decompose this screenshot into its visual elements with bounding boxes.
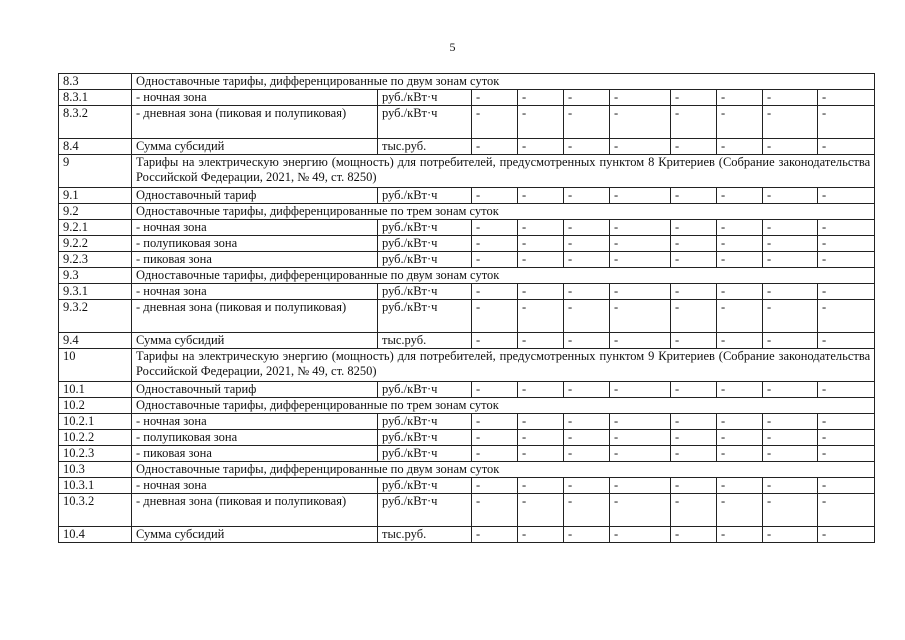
row-value: - [763,252,818,268]
row-value: - [610,90,671,106]
row-value: - [763,90,818,106]
row-number: 8.3 [59,74,132,90]
row-number: 8.3.2 [59,106,132,139]
row-number: 9.2.3 [59,252,132,268]
row-name: - дневная зона (пиковая и полупиковая) [132,300,378,333]
row-value: - [671,478,717,494]
row-value: - [763,333,818,349]
row-name: - ночная зона [132,90,378,106]
table-row [59,430,875,446]
row-value: - [564,90,610,106]
row-value: - [717,139,763,155]
row-number: 9.1 [59,188,132,204]
table-row [59,446,875,462]
row-value: - [818,494,875,527]
row-number: 10.2.2 [59,430,132,446]
row-value: - [717,478,763,494]
row-value: - [717,494,763,527]
group-header-row [59,74,875,90]
row-value: - [818,333,875,349]
table-row [59,494,875,527]
row-number: 10 [59,349,132,382]
row-value: - [472,414,518,430]
row-value: - [671,284,717,300]
table-row [59,300,875,333]
row-value: - [518,527,564,543]
row-value: - [472,139,518,155]
row-value: - [717,106,763,139]
table-row [59,478,875,494]
row-value: - [763,414,818,430]
row-value: - [564,446,610,462]
row-value: - [472,106,518,139]
row-name: - ночная зона [132,414,378,430]
row-value: - [671,90,717,106]
row-value: - [717,414,763,430]
row-number: 10.2 [59,398,132,414]
row-value: - [564,430,610,446]
row-value: - [564,494,610,527]
row-number: 8.3.1 [59,90,132,106]
row-value: - [472,333,518,349]
table-row [59,382,875,398]
tariff-table [58,73,875,543]
row-name: - пиковая зона [132,446,378,462]
row-unit: руб./кВт·ч [378,478,472,494]
row-value: - [717,284,763,300]
row-value: - [763,527,818,543]
row-value: - [818,252,875,268]
row-number: 9 [59,155,132,188]
row-unit: руб./кВт·ч [378,430,472,446]
page-number: 5 [449,40,456,54]
row-number: 9.3 [59,268,132,284]
row-name: - полупиковая зона [132,430,378,446]
group-title: Одноставочные тарифы, дифференцированные по двум зонам суток [132,268,875,284]
group-header-row [59,398,875,414]
row-value: - [717,220,763,236]
row-value: - [818,284,875,300]
section-title: Тарифы на электрическую энергию (мощность) для потребителей, предусмотренных пунктом 8 Критериев (Собрание законодательства Российской Федерации, 2021, № 49, ст. 8250) [132,155,875,188]
row-value: - [763,139,818,155]
row-value: - [818,139,875,155]
row-value: - [763,478,818,494]
row-name: - ночная зона [132,478,378,494]
row-value: - [671,446,717,462]
row-value: - [472,527,518,543]
row-value: - [717,527,763,543]
row-value: - [564,252,610,268]
row-value: - [818,220,875,236]
row-number: 9.2 [59,204,132,220]
row-unit: руб./кВт·ч [378,300,472,333]
row-value: - [518,252,564,268]
row-value: - [671,300,717,333]
group-header-row [59,204,875,220]
row-value: - [518,478,564,494]
row-value: - [671,220,717,236]
row-value: - [818,106,875,139]
row-value: - [518,106,564,139]
row-value: - [518,220,564,236]
table-row [59,139,875,155]
row-value: - [818,478,875,494]
group-title: Одноставочные тарифы, дифференцированные по трем зонам суток [132,398,875,414]
row-name: - полупиковая зона [132,236,378,252]
row-value: - [472,446,518,462]
row-name: - дневная зона (пиковая и полупиковая) [132,106,378,139]
table-row [59,236,875,252]
row-value: - [564,106,610,139]
row-value: - [518,446,564,462]
row-unit: тыс.руб. [378,139,472,155]
row-value: - [671,527,717,543]
row-value: - [763,300,818,333]
row-unit: руб./кВт·ч [378,382,472,398]
row-value: - [717,430,763,446]
row-value: - [671,188,717,204]
row-value: - [564,188,610,204]
row-value: - [472,188,518,204]
table-row [59,414,875,430]
row-name: Сумма субсидий [132,333,378,349]
row-name: - дневная зона (пиковая и полупиковая) [132,494,378,527]
row-value: - [717,188,763,204]
table-row [59,106,875,139]
row-value: - [518,284,564,300]
row-value: - [472,382,518,398]
row-number: 10.2.3 [59,446,132,462]
row-value: - [518,300,564,333]
row-value: - [564,478,610,494]
row-unit: руб./кВт·ч [378,90,472,106]
row-value: - [671,236,717,252]
row-value: - [717,236,763,252]
row-value: - [564,284,610,300]
row-value: - [472,236,518,252]
row-value: - [818,446,875,462]
row-value: - [763,220,818,236]
row-value: - [818,527,875,543]
row-unit: руб./кВт·ч [378,446,472,462]
table-row [59,220,875,236]
row-value: - [518,414,564,430]
row-value: - [610,220,671,236]
row-unit: руб./кВт·ч [378,236,472,252]
row-value: - [564,414,610,430]
row-value: - [472,284,518,300]
row-number: 10.4 [59,527,132,543]
row-value: - [518,382,564,398]
row-value: - [472,300,518,333]
row-value: - [717,90,763,106]
row-value: - [610,188,671,204]
row-value: - [818,414,875,430]
row-name: - ночная зона [132,220,378,236]
row-value: - [472,494,518,527]
row-unit: руб./кВт·ч [378,284,472,300]
row-number: 9.3.1 [59,284,132,300]
row-number: 10.1 [59,382,132,398]
group-header-row [59,462,875,478]
row-value: - [610,300,671,333]
row-value: - [763,236,818,252]
row-value: - [610,106,671,139]
row-value: - [564,527,610,543]
row-name: Одноставочный тариф [132,382,378,398]
row-value: - [610,527,671,543]
row-number: 9.4 [59,333,132,349]
row-value: - [610,382,671,398]
table-row [59,90,875,106]
row-value: - [518,139,564,155]
row-value: - [763,430,818,446]
row-value: - [671,494,717,527]
row-value: - [610,236,671,252]
row-value: - [518,494,564,527]
group-title: Одноставочные тарифы, дифференцированные по трем зонам суток [132,204,875,220]
row-value: - [763,446,818,462]
row-value: - [472,478,518,494]
row-value: - [518,236,564,252]
row-value: - [671,106,717,139]
row-value: - [564,382,610,398]
row-unit: тыс.руб. [378,527,472,543]
row-value: - [472,430,518,446]
row-value: - [763,106,818,139]
row-value: - [818,300,875,333]
table-row [59,252,875,268]
row-name: - пиковая зона [132,252,378,268]
row-value: - [717,446,763,462]
row-value: - [610,333,671,349]
row-value: - [818,90,875,106]
row-value: - [763,284,818,300]
row-value: - [518,90,564,106]
row-value: - [671,414,717,430]
row-value: - [564,139,610,155]
section-row [59,349,875,382]
row-unit: руб./кВт·ч [378,220,472,236]
row-number: 9.2.1 [59,220,132,236]
row-unit: руб./кВт·ч [378,252,472,268]
table-row [59,188,875,204]
row-value: - [518,430,564,446]
row-value: - [610,252,671,268]
row-unit: руб./кВт·ч [378,106,472,139]
row-value: - [610,139,671,155]
row-number: 9.3.2 [59,300,132,333]
row-value: - [671,252,717,268]
row-value: - [763,188,818,204]
row-value: - [610,494,671,527]
row-number: 10.3 [59,462,132,478]
row-unit: руб./кВт·ч [378,188,472,204]
row-value: - [763,382,818,398]
row-value: - [610,478,671,494]
row-value: - [717,300,763,333]
table-row [59,333,875,349]
group-title: Одноставочные тарифы, дифференцированные по двум зонам суток [132,462,875,478]
row-number: 10.3.2 [59,494,132,527]
row-name: Одноставочный тариф [132,188,378,204]
row-value: - [671,382,717,398]
row-number: 10.3.1 [59,478,132,494]
row-number: 10.2.1 [59,414,132,430]
row-name: Сумма субсидий [132,139,378,155]
row-value: - [671,430,717,446]
row-value: - [763,494,818,527]
row-value: - [818,430,875,446]
row-name: Сумма субсидий [132,527,378,543]
row-value: - [671,333,717,349]
row-unit: тыс.руб. [378,333,472,349]
row-value: - [818,188,875,204]
row-value: - [564,333,610,349]
row-number: 9.2.2 [59,236,132,252]
row-value: - [818,382,875,398]
tariff-table-body [59,74,875,543]
row-unit: руб./кВт·ч [378,494,472,527]
row-value: - [472,220,518,236]
row-value: - [610,446,671,462]
row-value: - [564,300,610,333]
row-name: - ночная зона [132,284,378,300]
row-number: 8.4 [59,139,132,155]
row-value: - [717,382,763,398]
row-value: - [717,333,763,349]
row-value: - [818,236,875,252]
group-title: Одноставочные тарифы, дифференцированные по двум зонам суток [132,74,875,90]
group-header-row [59,268,875,284]
row-value: - [518,188,564,204]
table-row [59,527,875,543]
row-value: - [564,220,610,236]
row-value: - [610,284,671,300]
row-value: - [610,430,671,446]
section-title: Тарифы на электрическую энергию (мощность) для потребителей, предусмотренных пунктом 9 Критериев (Собрание законодательства Российской Федерации, 2021, № 49, ст. 8250) [132,349,875,382]
row-value: - [472,252,518,268]
row-unit: руб./кВт·ч [378,414,472,430]
table-row [59,284,875,300]
section-row [59,155,875,188]
row-value: - [564,236,610,252]
row-value: - [472,90,518,106]
row-value: - [671,139,717,155]
row-value: - [610,414,671,430]
row-value: - [518,333,564,349]
row-value: - [717,252,763,268]
